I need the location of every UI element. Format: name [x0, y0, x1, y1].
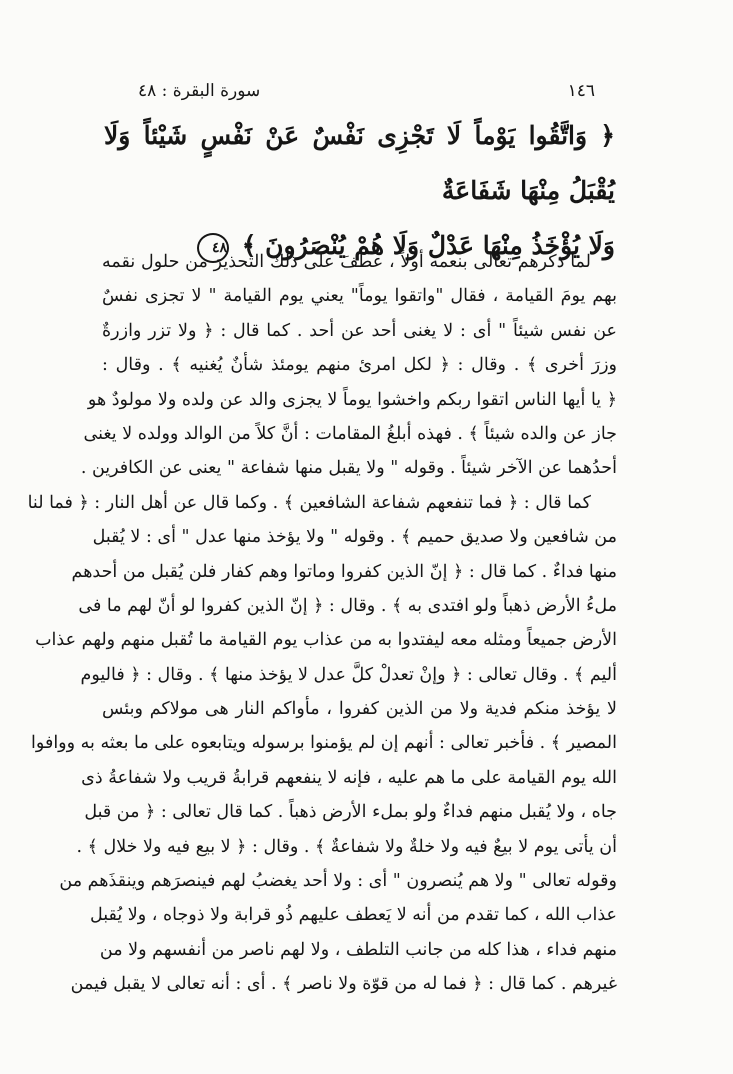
text-line: أليم ﴾ . وقال تعالى : ﴿ وإنْ تعدلْ كلَّ عدل لا يؤخذ منها ﴾ . وقال : ﴿ فاليوم	[80, 664, 617, 685]
text-line: الأرض جميعاً ومثله معه ليفتدوا به من عذاب يوم القيامة ما تُقبل منهم ولهم عذاب	[35, 630, 617, 651]
text-line: أحدُهما عن الآخر شيئاً . وقوله " ولا يقبل منها شفاعة " يعنى عن الكافرين .	[80, 458, 617, 479]
verse-text: وَلَا يُؤْخَذُ مِنْهَا عَدْلٌ وَلَا هُمْ يُنْصَرُونَ ﴾	[241, 231, 615, 260]
text-line: من شافعين ولا صديق حميم ﴾ . وقوله " ولا يؤخذ منها عدل " أى : لا يُقبل	[92, 527, 617, 548]
text-line: عذاب الله ، كما تقدم من أنه لا يَعطف عليهم ذُو قرابة ولا ذوجاه ، ولا يُقبل	[89, 905, 617, 926]
commentary-text	[27, 245, 617, 1002]
text-line: لا يؤخذ منكم فدية ولا من الذين كفروا ، مأواكم النار هى مولاكم وبئس	[102, 699, 617, 720]
verse-number-medallion: ٤٨	[197, 233, 229, 263]
text-line: ملءُ الأرض ذهباً ولو افتدى به ﴾ . وقال : ﴿ إنّ الذين كفروا لو أنّ لهم ما فى	[78, 595, 617, 616]
page-header	[138, 76, 595, 106]
text-line: جاز عن والده شيئاً ﴾ . فهذه أبلغُ المقامات : أنَّ كلاً من الوالد وولده لا يغنى	[83, 423, 617, 444]
text-line: منهم فداء ، هذا كله من جانب التلطف ، ولا لهم ناصر من أنفسهم ولا من	[99, 939, 617, 960]
text-line: لما ذكرهم تعالى بنعمه أولاً ، عطفَ على ذلك التحذيرَ من حلول نقمه	[102, 252, 591, 272]
text-line: أن يأتى يوم لا بيعٌ فيه ولا خلةٌ ولا شفاعةٌ ﴾ . وقال : ﴿ لا بيع فيه ولا خلال ﴾ .	[76, 836, 617, 857]
text-line: جاه ، ولا يُقبل منهم فداءٌ ولو بملء الأرض ذهباً . كما قال تعالى : ﴿ من قبل	[84, 802, 617, 823]
text-line: منها فداءٌ . كما قال : ﴿ إنّ الذين كفروا وماتوا وهم كفار فلن يُقبل من أحدهم	[71, 561, 617, 582]
text-line: وقوله تعالى " ولا هم يُنصرون " أى : ولا أحد يغضبُ لهم فينصرَهم وينقذَهم من	[59, 871, 617, 892]
text-line: كما قال : ﴿ فما تنفعهم شفاعة الشافعين ﴾ . وكما قال عن أهل النار : ﴿ فما لنا	[27, 492, 591, 513]
page-number: ١٤٦	[567, 81, 595, 101]
text-line: بهم يومَ القيامة ، فقال "واتقوا يوماً" يعني يوم القيامة " لا تجزى نفسٌ	[102, 286, 617, 307]
verse-line: ﴿ وَاتَّقُوا يَوْماً لَا تَجْزِى نَفْسٌ عَنْ نَفْسٍ شَيْئاً وَلَا يُقْبَلُ مِنْهَا شَفَاعَةٌ	[104, 121, 615, 205]
text-line: الله يوم القيامة على ما هم عليه ، فإنه لا ينفعهم قرابةُ قريب ولا شفاعةُ ذى	[81, 767, 617, 788]
text-line: وزرَ أخرى ﴾ . وقال : ﴿ لكل امرئ منهم يومئذ شأنٌ يُغنيه ﴾ . وقال :	[102, 355, 617, 376]
text-line: عن نفس شيئاً " أى : لا يغنى أحد عن أحد . كما قال : ﴿ ولا تزر وازرةٌ	[102, 320, 617, 341]
text-line: ﴿ يا أيها الناس اتقوا ربكم واخشوا يوماً لا يجزى والد عن ولده ولا مولودٌ هو	[87, 389, 617, 410]
surah-reference: سورة البقرة : ٤٨	[138, 81, 261, 101]
text-line: المصير ﴾ . فأخبر تعالى : أنهم إن لم يؤمنوا برسوله ويتابعوه على ما بعثه به ووافوا	[31, 733, 617, 754]
text-line: غيرهم . كما قال : ﴿ فما له من قوّة ولا ناصر ﴾ . أى : أنه تعالى لا يقبل فيمن	[70, 974, 617, 995]
